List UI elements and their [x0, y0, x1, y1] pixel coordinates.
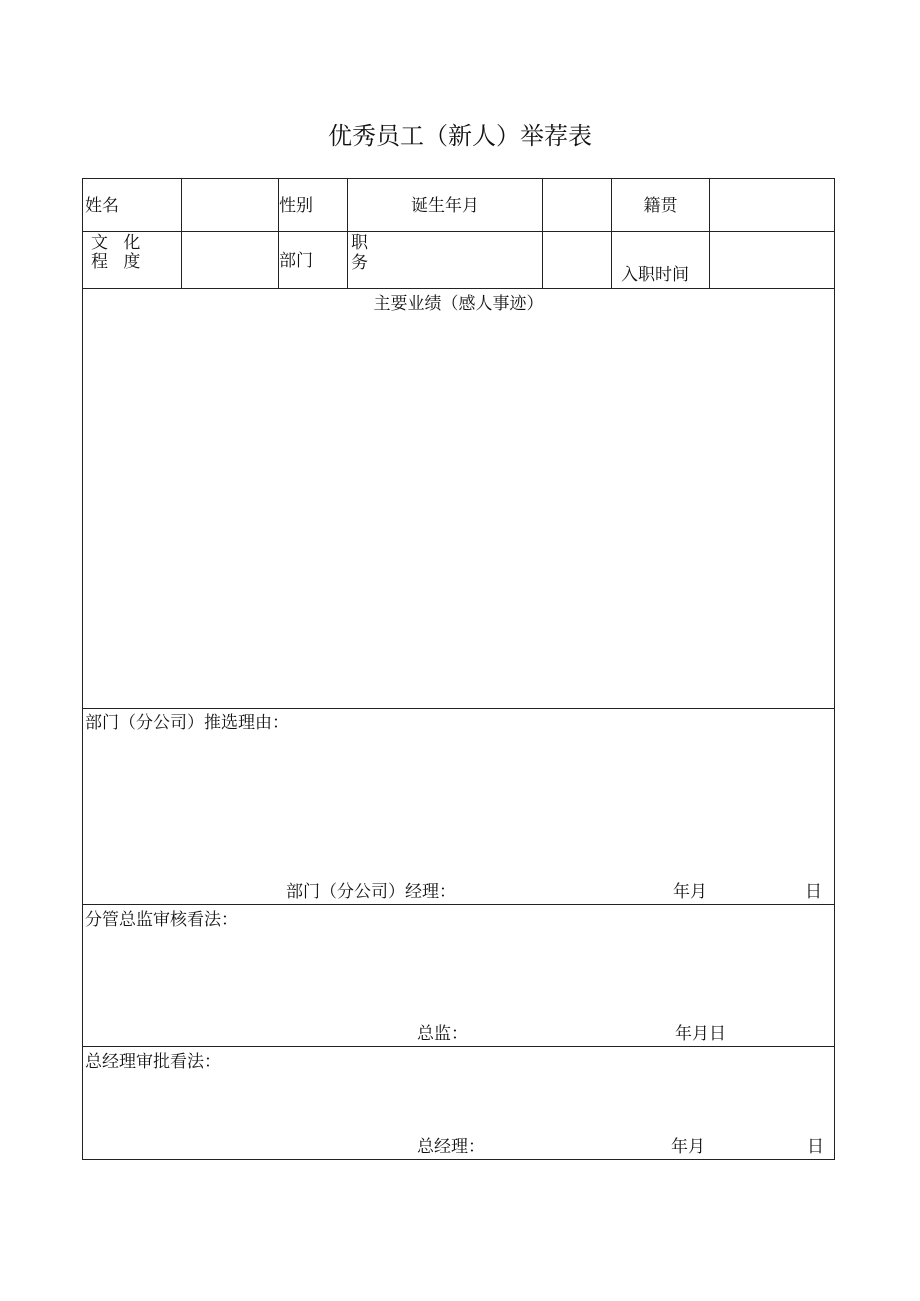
gm-date-label: 年月: [671, 1137, 705, 1157]
gm-approval-field[interactable]: [85, 1076, 832, 1131]
achievements-field[interactable]: [85, 319, 832, 704]
gm-day-label: 日: [807, 1137, 824, 1157]
entry-time-field[interactable]: [710, 232, 834, 287]
dept-reason-field[interactable]: [85, 737, 832, 867]
director-review-label: 分管总监审核看法：: [85, 910, 238, 930]
origin-label: 籍贯: [643, 196, 678, 216]
origin-field[interactable]: [710, 180, 834, 230]
name-field[interactable]: [182, 180, 277, 230]
position-field[interactable]: [543, 232, 610, 287]
row-divider: [83, 288, 834, 289]
row-divider: [83, 708, 834, 709]
director-review-field[interactable]: [85, 934, 832, 1019]
director-date-label: 年月日: [675, 1024, 726, 1044]
gender-label: 性别: [279, 196, 313, 216]
education-label-line1: 文 化: [91, 233, 141, 253]
dept-manager-label: 部门（分公司）经理：: [286, 882, 456, 902]
recommendation-form: [82, 178, 835, 1160]
education-label-line2: 程 度: [91, 252, 141, 272]
dept-day-label: 日: [805, 882, 822, 902]
gm-approval-label: 总经理审批看法：: [85, 1052, 221, 1072]
dept-date-label: 年月: [673, 882, 707, 902]
form-title: 优秀员工（新人）举荐表: [328, 122, 592, 150]
name-label: 姓名: [85, 196, 119, 216]
achievements-label: 主要业绩（感人事迹）: [373, 294, 544, 314]
director-signer-label: 总监：: [417, 1024, 468, 1044]
position-label-line1: 职: [351, 233, 368, 253]
gm-signer-label: 总经理：: [417, 1137, 485, 1157]
row-divider: [83, 904, 834, 905]
dept-reason-label: 部门（分公司）推选理由：: [85, 713, 289, 733]
birth-label: 诞生年月: [411, 196, 479, 216]
department-label: 部门: [279, 251, 313, 271]
birth-field[interactable]: [543, 180, 610, 230]
row-divider: [83, 1046, 834, 1047]
position-label-line2: 务: [351, 253, 368, 273]
education-field[interactable]: [182, 232, 277, 287]
entry-time-label: 入职时间: [621, 265, 689, 285]
